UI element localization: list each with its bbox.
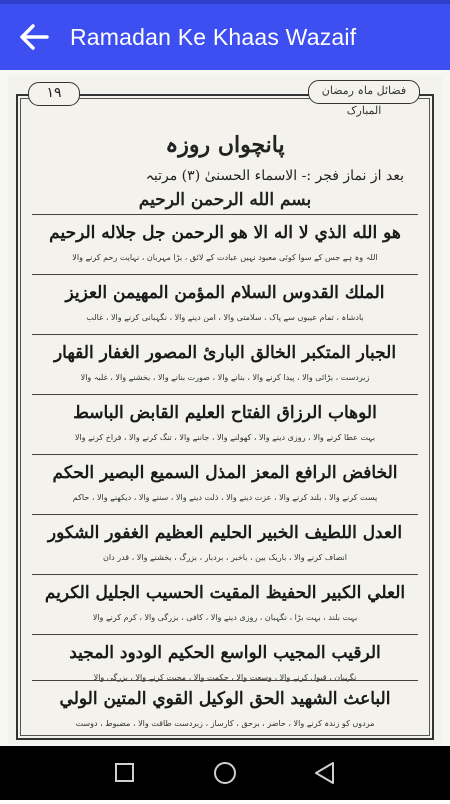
arabic-names-line: العدل اللطيف الخبير الحليم العظيم الغفور الشكور bbox=[47, 523, 403, 543]
urdu-meanings-line: انصاف کرنے والا ، باریک بین ، باخبر ، بردبار ، بزرگ ، بخشنے والا ، قدر دان bbox=[103, 553, 347, 562]
page-header-label: فضائل ماہ رمضان المبارک bbox=[308, 80, 420, 104]
urdu-meanings-line: بادشاہ ، تمام عیبوں سے پاک ، سلامتی والا ، امن دینے والا ، نگہبانی کرنے والا ، غالب bbox=[86, 313, 364, 322]
urdu-meanings-line: بہت بلند ، بہت بڑا ، نگہبان ، روزی دینے والا ، کافی ، بزرگی والا ، کرم کرنے والا bbox=[92, 613, 358, 622]
recents-button[interactable] bbox=[95, 746, 155, 800]
urdu-meanings-line: نگہبان ، قبول کرنے والا ، وسعت والا ، حکمت والا ، محبت کرنے والا ، بزرگی والا bbox=[93, 673, 357, 682]
names-block bbox=[32, 334, 418, 395]
names-block bbox=[32, 574, 418, 635]
triangle-back-icon bbox=[295, 746, 355, 800]
arabic-names-line: الوهاب الرزاق الفتاح العليم القابض الباسط bbox=[73, 403, 377, 423]
square-recents-icon bbox=[95, 746, 155, 800]
instruction-line: بعد از نماز فجر :- الاسماء الحسنیٰ (۳) مرتبہ bbox=[145, 168, 404, 184]
names-block bbox=[32, 454, 418, 515]
home-button[interactable] bbox=[195, 746, 255, 800]
arabic-names-line: الرقيب المجيب الواسع الحكيم الودود المجيد bbox=[69, 643, 381, 663]
section-heading: پانچواں روزہ bbox=[165, 132, 285, 158]
urdu-meanings-line: بہت عطا کرنے والا ، روزی دینے والا ، کھولنے والا ، جاننے والا ، تنگ کرنے والا ، فراخ کرنے والا bbox=[74, 433, 376, 442]
arabic-names-line: الملك القدوس السلام المؤمن المهيمن العزيز bbox=[65, 283, 385, 303]
page-image-viewer[interactable] bbox=[0, 70, 450, 746]
names-block bbox=[32, 214, 418, 275]
names-block bbox=[32, 680, 418, 741]
names-block bbox=[32, 514, 418, 575]
app-bar bbox=[0, 4, 450, 70]
arabic-names-line: هو الله الذي لا اله الا هو الرحمن جل جلاله الرحيم bbox=[49, 223, 401, 243]
circle-home-icon bbox=[195, 746, 255, 800]
page-title: Ramadan Ke Khaas Wazaif bbox=[70, 23, 357, 50]
names-block bbox=[32, 394, 418, 455]
navigation-bar bbox=[0, 746, 450, 800]
arabic-names-line: الخافض الرافع المعز المذل السميع البصير الحكم bbox=[52, 463, 398, 483]
page-number: ۱۹ bbox=[28, 82, 80, 106]
urdu-meanings-line: اللہ وہ ہے جس کے سوا کوئی معبود نہیں عبادت کے لائق ، بڑا مہربان ، نہایت رحم کرنے والا bbox=[72, 253, 378, 262]
urdu-meanings-line: پست کرنے والا ، بلند کرنے والا ، عزت دینے والا ، ذلت دینے والا ، سننے والا ، دیکھنے والا ، حاکم bbox=[72, 493, 378, 502]
arrow-left-icon bbox=[19, 24, 49, 50]
arabic-names-line: الباعث الشهيد الحق الوكيل القوي المتين الولي bbox=[59, 689, 391, 709]
names-block bbox=[32, 274, 418, 335]
back-button[interactable] bbox=[12, 15, 56, 59]
arabic-names-line: العلي الكبير الحفيظ المقيت الحسيب الجليل الكريم bbox=[44, 583, 406, 603]
urdu-meanings-line: مردوں کو زندہ کرنے والا ، حاضر ، برحق ، کارساز ، زبردست طاقت والا ، مضبوط ، دوست bbox=[75, 719, 375, 728]
back-nav-button[interactable] bbox=[295, 746, 355, 800]
bismillah-line: بسم الله الرحمن الرحيم bbox=[138, 190, 312, 210]
arabic-names-line: الجبار المتكبر الخالق البارئ المصور الغفار القهار bbox=[53, 343, 397, 363]
book-page-scan bbox=[8, 76, 442, 744]
urdu-meanings-line: زبردست ، بڑائی والا ، پیدا کرنے والا ، بنانے والا ، صورت بنانے والا ، بخشنے والا ، غلبہ والا bbox=[80, 373, 370, 382]
